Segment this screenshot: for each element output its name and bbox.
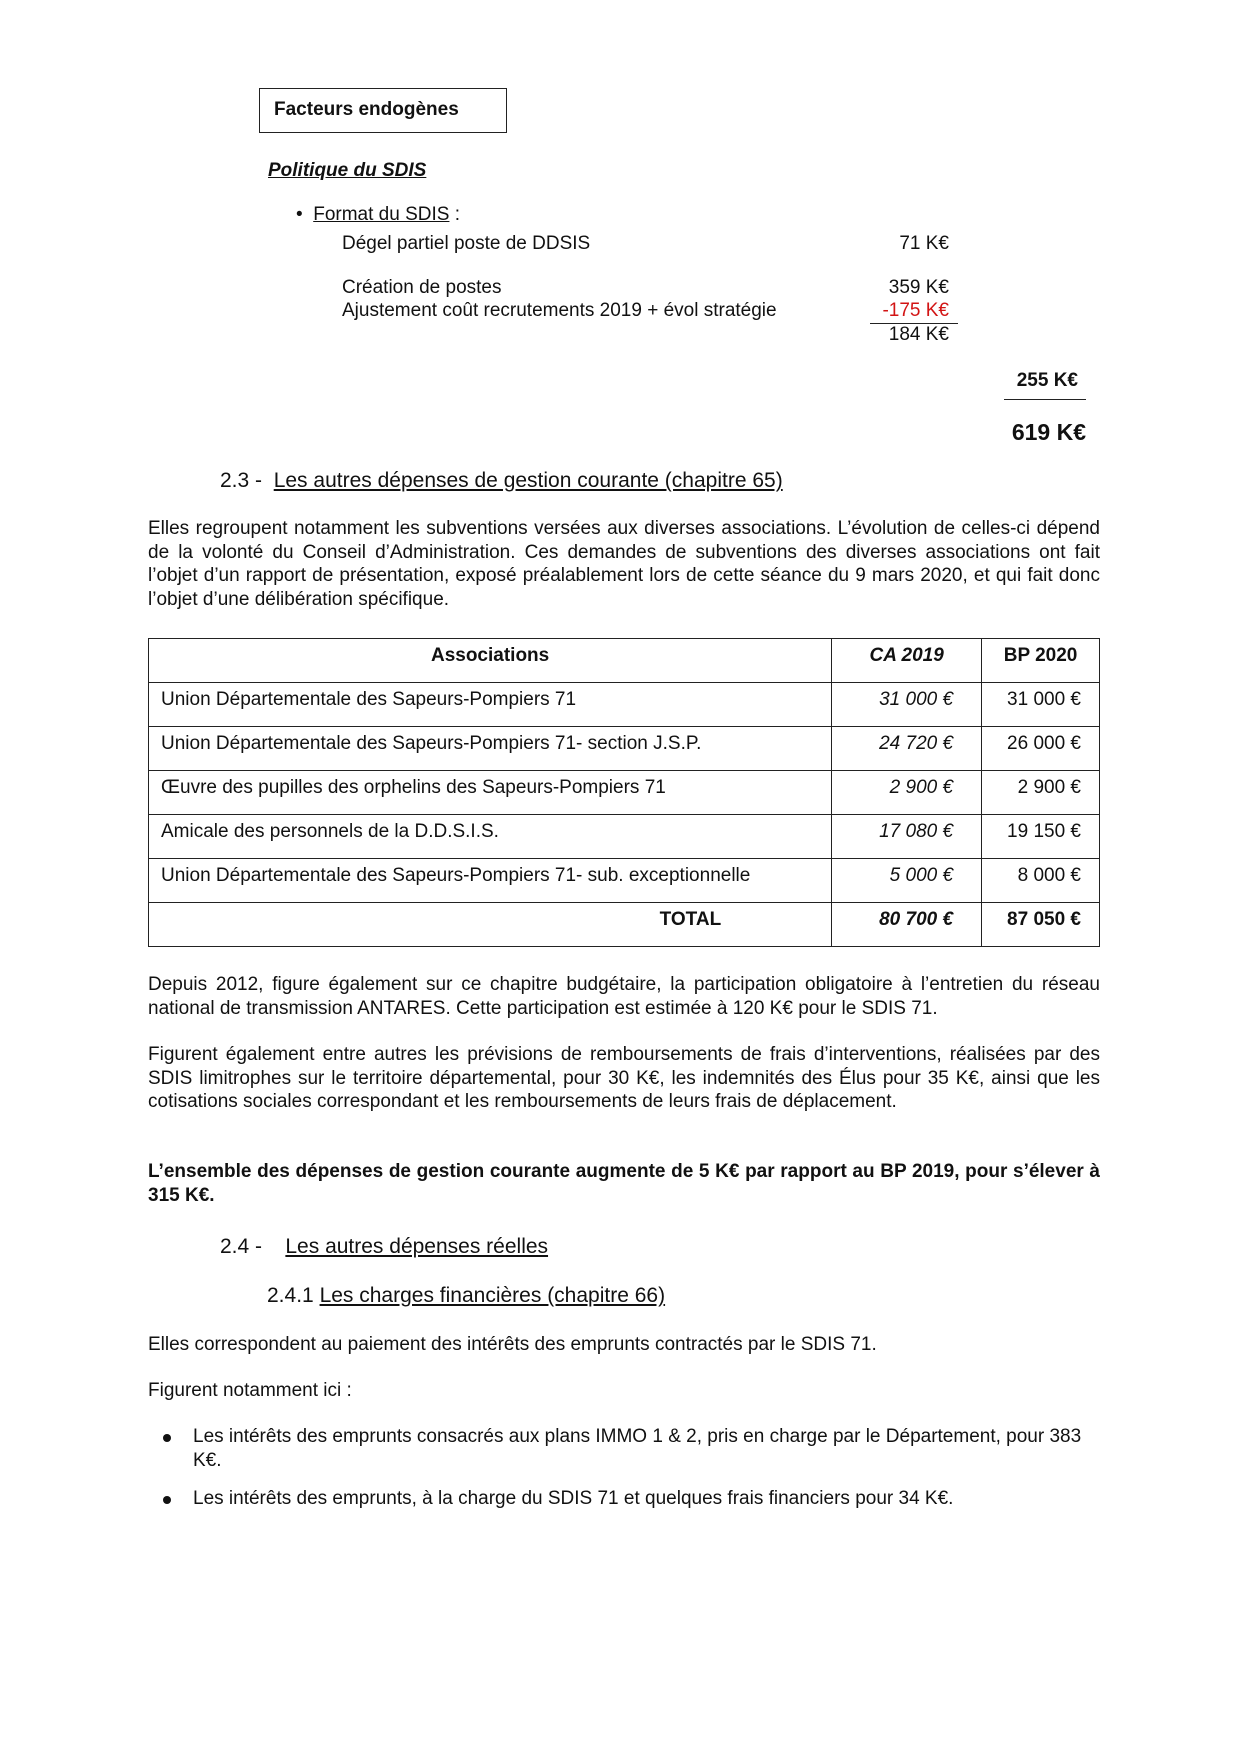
total-cell: 87 050 €	[982, 903, 1100, 947]
row-label: Création de postes	[342, 277, 502, 298]
row-label: Ajustement coût recrutements 2019 + évol stratégie	[342, 300, 777, 321]
section-number: 2.4 -	[220, 1235, 263, 1258]
subsection-number: 2.4.1	[267, 1284, 314, 1307]
format-colon: :	[449, 204, 460, 225]
paragraph: Elles correspondent au paiement des intérêts des emprunts contractés par le SDIS 71.	[148, 1334, 877, 1355]
section-number: 2.3 -	[220, 469, 263, 492]
column-header: Associations	[149, 639, 832, 683]
associations-table	[148, 638, 1100, 947]
table-cell: 17 080 €	[832, 815, 982, 859]
table-row	[149, 771, 1100, 815]
table-row	[149, 859, 1100, 903]
paragraph: Figurent également entre autres les prévisions de remboursements de frais d’interventions, réalisées par des SDIS limitrophes sur le territoire départemental, pour 30 K€, les indemnités des Élus pour 35 K€, ainsi que les cotisations sociales correspondant et les remboursements de leurs frais de déplacement.	[148, 1044, 1100, 1112]
total-cell: 80 700 €	[832, 903, 982, 947]
column-header: BP 2020	[982, 639, 1100, 683]
table-cell: 19 150 €	[982, 815, 1100, 859]
table-cell: 26 000 €	[982, 727, 1100, 771]
section-box-title: Facteurs endogènes	[259, 88, 507, 133]
table-cell: Œuvre des pupilles des orphelins des Sapeurs-Pompiers 71	[149, 771, 832, 815]
subtotal-value: 255 K€	[1016, 370, 1078, 391]
table-cell: Union Départementale des Sapeurs-Pompiers 71- sub. exceptionnelle	[149, 859, 832, 903]
table-cell: Amicale des personnels de la D.D.S.I.S.	[149, 815, 832, 859]
format-label: Format du SDIS	[313, 204, 450, 225]
table-total-row	[149, 903, 1100, 947]
table-header-row	[149, 639, 1100, 683]
row-value-subtotal: 184 K€	[888, 324, 949, 345]
table-cell: 2 900 €	[982, 771, 1100, 815]
paragraph: Depuis 2012, figure également sur ce chapitre budgétaire, la participation obligatoire à l’entretien du réseau national de transmission ANTARES. Cette participation est estimée à 120 K€ pour le SDIS 71.	[148, 974, 1100, 1019]
section-heading-2-4	[220, 1235, 548, 1259]
row-value: 71 K€	[899, 233, 949, 254]
table-row	[149, 683, 1100, 727]
row-value-negative: -175 K€	[882, 300, 949, 321]
section-title: Les autres dépenses de gestion courante (chapitre 65)	[273, 469, 783, 492]
list-item: Les intérêts des emprunts consacrés aux plans IMMO 1 & 2, pris en charge par le Département, pour 383 K€.	[193, 1426, 1082, 1471]
subsection-title: Les charges financières (chapitre 66)	[319, 1284, 666, 1307]
paragraph: Figurent notamment ici :	[148, 1380, 352, 1401]
total-rule	[1004, 399, 1086, 400]
total-label: TOTAL	[149, 903, 832, 947]
bullet-icon: •	[296, 204, 303, 225]
format-bullet	[296, 204, 460, 226]
table-cell: Union Départementale des Sapeurs-Pompiers 71	[149, 683, 832, 727]
table-cell: 2 900 €	[832, 771, 982, 815]
table-cell: Union Départementale des Sapeurs-Pompiers 71- section J.S.P.	[149, 727, 832, 771]
list-item: Les intérêts des emprunts, à la charge du SDIS 71 et quelques frais financiers pour 34 K€.	[193, 1488, 954, 1509]
bullet-icon	[163, 1496, 171, 1504]
section-title: Les autres dépenses réelles	[285, 1235, 549, 1258]
paragraph: Elles regroupent notamment les subventions versées aux diverses associations. L’évolution de celles-ci dépend de la volonté du Conseil d’Administration. Ces demandes de subventions des diverses associations ont fait l’objet d’un rapport de présentation, exposé préalablement lors de cette séance du 9 mars 2020, et qui fait donc l’objet d’une délibération spécifique.	[148, 518, 1100, 610]
section-heading-2-3	[220, 469, 783, 493]
row-value: 359 K€	[888, 277, 949, 298]
paragraph-summary: L’ensemble des dépenses de gestion courante augmente de 5 K€ par rapport au BP 2019, pour s’élever à 315 K€.	[148, 1161, 1100, 1206]
subsection-title: Politique du SDIS	[268, 160, 427, 181]
table-row	[149, 727, 1100, 771]
table-cell: 31 000 €	[982, 683, 1100, 727]
bullet-icon	[163, 1434, 171, 1442]
column-header: CA 2019	[832, 639, 982, 683]
table-cell: 24 720 €	[832, 727, 982, 771]
total-value: 619 K€	[1011, 419, 1086, 445]
subsection-heading-2-4-1	[267, 1284, 665, 1308]
table-cell: 8 000 €	[982, 859, 1100, 903]
table-cell: 31 000 €	[832, 683, 982, 727]
table-cell: 5 000 €	[832, 859, 982, 903]
row-label: Dégel partiel poste de DDSIS	[342, 233, 591, 254]
table-row	[149, 815, 1100, 859]
